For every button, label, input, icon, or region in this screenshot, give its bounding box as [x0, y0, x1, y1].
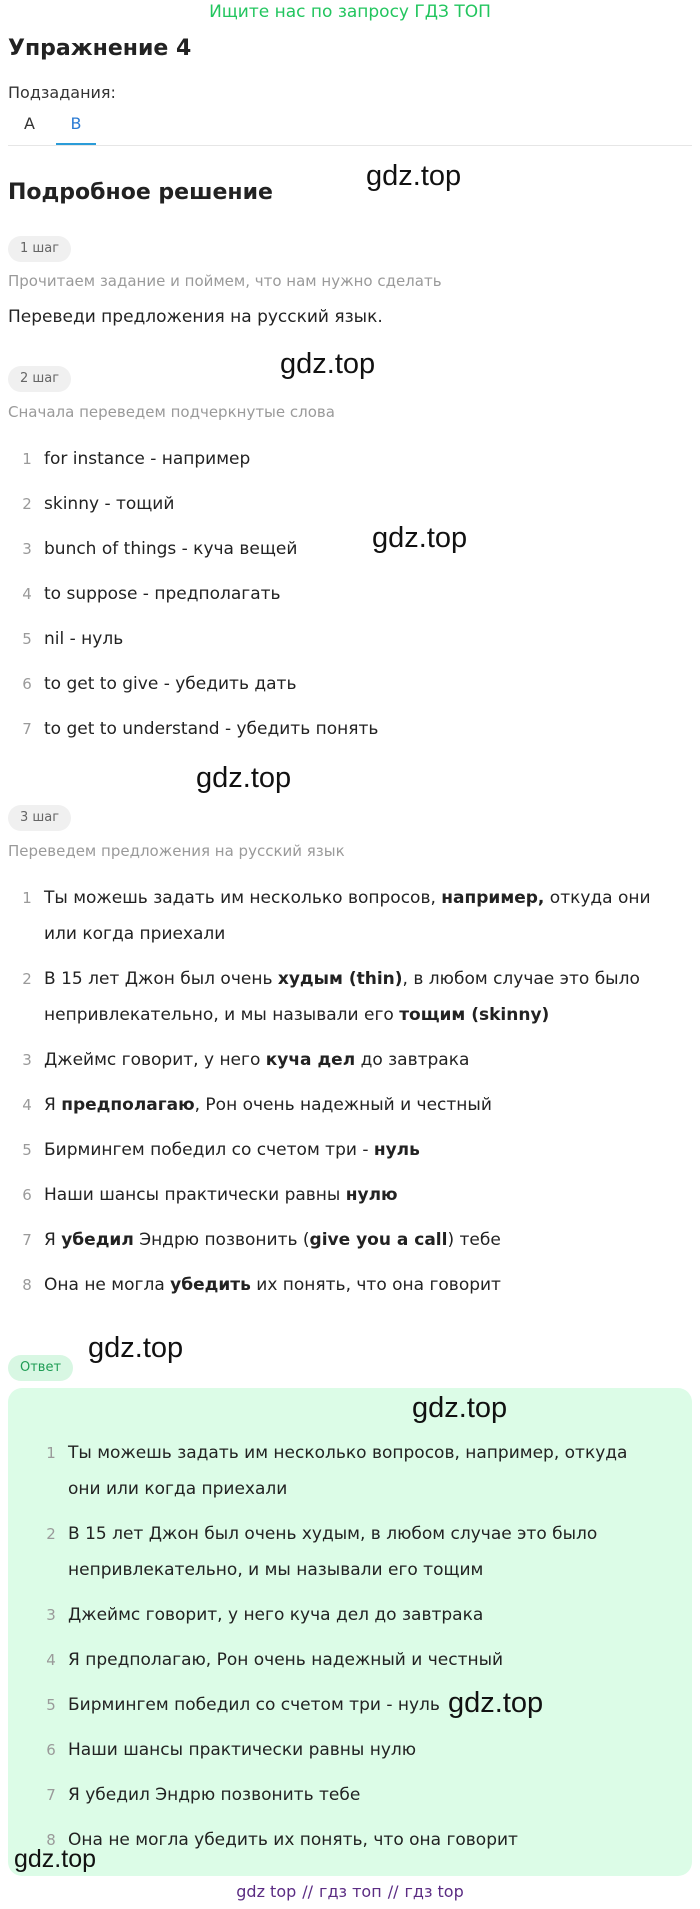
item-number: 6 — [22, 1186, 32, 1204]
item-number: 4 — [22, 1096, 32, 1114]
tabs-divider — [8, 145, 692, 146]
list-item — [20, 673, 378, 718]
list-item — [44, 1516, 658, 1588]
step-3-list — [20, 880, 664, 1303]
step-1-hint: Прочитаем задание и поймем, что нам нужно сделать — [8, 272, 442, 290]
watermark: gdz.top — [372, 522, 468, 554]
list-item — [44, 1687, 658, 1723]
list-item — [20, 1087, 664, 1123]
watermark: gdz.top — [196, 762, 292, 794]
item-text: Бирмингем победил со счетом три - нуль — [68, 1695, 440, 1715]
item-number: 1 — [46, 1444, 56, 1462]
item-text: Я предполагаю, Рон очень надежный и честный — [44, 1095, 492, 1115]
watermark: gdz.top — [14, 1845, 97, 1873]
list-item — [20, 1267, 664, 1303]
item-number: 2 — [22, 970, 32, 988]
item-text: Я убедил Эндрю позвонить тебе — [68, 1785, 361, 1805]
item-text: bunch of things - куча вещей — [44, 539, 298, 559]
item-number: 5 — [22, 630, 32, 648]
item-text: skinny - тощий — [44, 494, 175, 514]
list-item — [20, 1222, 664, 1258]
list-item — [20, 1132, 664, 1168]
item-text: to get to understand - убедить понять — [44, 719, 379, 739]
tab-a[interactable]: A — [24, 114, 35, 133]
item-number: 3 — [22, 1051, 32, 1069]
item-number: 8 — [22, 1276, 32, 1294]
list-item — [20, 628, 378, 673]
item-text: to get to give - убедить дать — [44, 674, 297, 694]
list-item — [20, 493, 378, 538]
item-number: 5 — [22, 1141, 32, 1159]
search-banner: Ищите нас по запросу ГДЗ ТОП — [209, 2, 491, 22]
item-number: 7 — [22, 1231, 32, 1249]
step-2-hint: Сначала переведем подчеркнутые слова — [8, 403, 335, 421]
answer-list — [44, 1435, 658, 1858]
list-item — [20, 583, 378, 628]
list-item — [44, 1822, 658, 1858]
step-2-list — [20, 448, 378, 763]
list-item — [20, 961, 664, 1033]
item-text: for instance - например — [44, 449, 251, 469]
footer-separator: // — [387, 1882, 399, 1901]
item-number: 7 — [46, 1786, 56, 1804]
page-title: Упражнение 4 — [8, 36, 192, 61]
item-text: Я предполагаю, Рон очень надежный и честный — [68, 1650, 504, 1670]
item-number: 6 — [22, 675, 32, 693]
item-number: 5 — [46, 1696, 56, 1714]
item-text: to suppose - предполагать — [44, 584, 281, 604]
footer-separator: // — [302, 1882, 314, 1901]
list-item — [44, 1435, 658, 1507]
item-number: 3 — [46, 1606, 56, 1624]
list-item — [44, 1732, 658, 1768]
step-1-badge: 1 шаг — [8, 236, 71, 262]
step-3-badge: 3 шаг — [8, 805, 71, 831]
item-text: В 15 лет Джон был очень худым, в любом случае это было непривлекательно, и мы называли его тощим — [68, 1524, 598, 1580]
tab-b[interactable]: B — [56, 114, 96, 145]
item-text: Ты можешь задать им несколько вопросов, например, откуда они или когда приехали — [68, 1443, 628, 1499]
step-2-badge: 2 шаг — [8, 366, 71, 392]
item-number: 4 — [46, 1651, 56, 1669]
item-text: Джеймс говорит, у него куча дел до завтрака — [44, 1050, 470, 1070]
step-3-hint: Переведем предложения на русский язык — [8, 842, 345, 860]
step-1-text: Переведи предложения на русский язык. — [8, 307, 383, 327]
list-item — [20, 538, 378, 583]
item-number: 6 — [46, 1741, 56, 1759]
list-item — [44, 1597, 658, 1633]
item-number: 3 — [22, 540, 32, 558]
watermark: gdz.top — [366, 160, 462, 192]
item-number: 4 — [22, 585, 32, 603]
watermark: gdz.top — [88, 1332, 184, 1364]
section-title: Подробное решение — [8, 180, 273, 205]
item-number: 1 — [22, 889, 32, 907]
item-text: Джеймс говорит, у него куча дел до завтрака — [68, 1605, 484, 1625]
item-number: 8 — [46, 1831, 56, 1849]
watermark: gdz.top — [412, 1392, 508, 1424]
footer-link[interactable]: гдз топ — [319, 1882, 382, 1901]
list-item — [44, 1777, 658, 1813]
footer-links — [0, 1882, 700, 1901]
answer-badge: Ответ — [8, 1355, 73, 1381]
item-text: Наши шансы практически равны нулю — [68, 1740, 417, 1760]
watermark: gdz.top — [280, 348, 376, 380]
item-number: 2 — [22, 495, 32, 513]
subtasks-label: Подзадания: — [8, 83, 116, 102]
item-text: Наши шансы практически равны нулю — [44, 1185, 398, 1205]
item-text: Я убедил Эндрю позвонить (give you a call) тебе — [44, 1230, 501, 1250]
footer-link[interactable]: gdz top — [236, 1882, 297, 1901]
list-item — [44, 1642, 658, 1678]
item-number: 7 — [22, 720, 32, 738]
item-text: Она не могла убедить их понять, что она говорит — [68, 1830, 518, 1850]
item-text: Ты можешь задать им несколько вопросов, например, откуда они или когда приехали — [44, 888, 651, 944]
item-text: Она не могла убедить их понять, что она говорит — [44, 1275, 501, 1295]
item-number: 1 — [22, 450, 32, 468]
list-item — [20, 880, 664, 952]
item-text: nil - нуль — [44, 629, 124, 649]
item-number: 2 — [46, 1525, 56, 1543]
list-item — [20, 718, 378, 763]
list-item — [20, 1177, 664, 1213]
list-item — [20, 448, 378, 493]
item-text: В 15 лет Джон был очень худым (thin), в любом случае это было непривлекательно, и мы называли его тощим (skinny) — [44, 969, 640, 1025]
item-text: Бирмингем победил со счетом три - нуль — [44, 1140, 420, 1160]
list-item — [20, 1042, 664, 1078]
footer-link[interactable]: гдз top — [404, 1882, 464, 1901]
watermark: gdz.top — [448, 1687, 544, 1719]
